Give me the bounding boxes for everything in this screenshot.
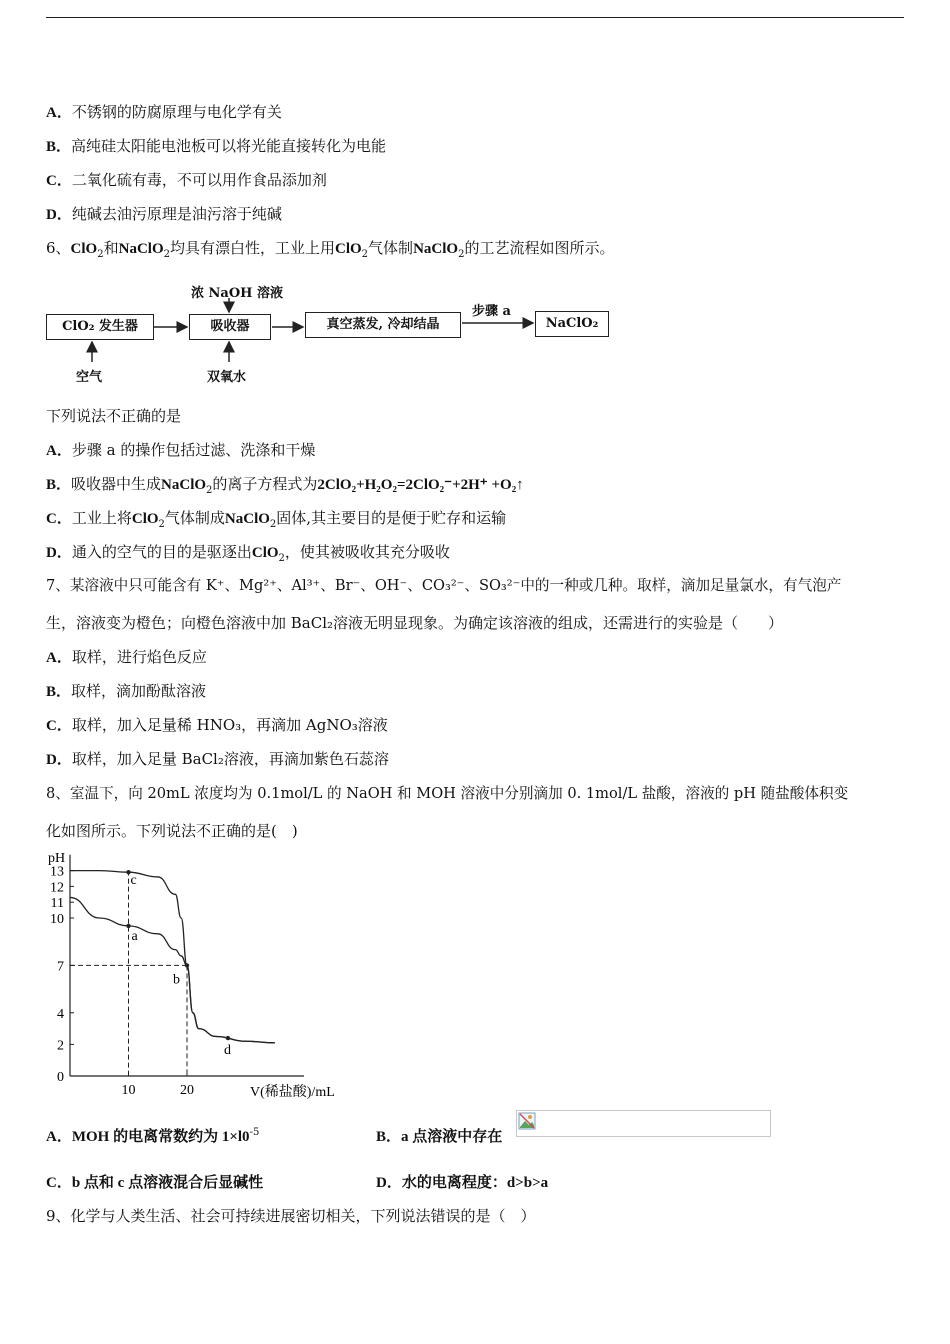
q6-ask: 下列说法不正确的是 [46,407,182,425]
q7-option-a: A．取样，进行焰色反应 [46,648,207,666]
q8-option-b: B．a 点溶液中存在 [376,1129,503,1145]
q9-stem: 9、化学与人类生活、社会可持续进展密切相关，下列说法错误的是（ ） [46,1207,536,1225]
chart-point-d [226,1036,230,1040]
q8-option-d: D．水的电离程度：d>b>a [376,1175,549,1191]
chart-y-tick-label: 0 [57,1070,64,1085]
flow-box-evaporation: 真空蒸发, 冷却结晶 [305,312,461,338]
chart-y-tick-label: 4 [57,1006,64,1022]
flow-label-h2o2: 双氧水 [207,370,247,385]
q5-option-d: D．纯碱去油污原理是油污溶于纯碱 [46,205,282,223]
flow-box-generator: ClO₂ 发生器 [46,314,154,340]
chart-y-tick-label: 11 [50,896,64,912]
chart-x-tick-label: 20 [180,1083,194,1098]
chart-point-b [185,963,189,967]
q8-option-c: C．b 点和 c 点溶液混合后显碱性 [46,1175,264,1191]
chart-y-tick-label: 7 [57,959,64,975]
broken-image-icon [518,1112,536,1130]
q5-option-c: C．二氧化硫有毒，不可以用作食品添加剂 [46,171,327,189]
chart-y-tick-label: 10 [50,912,64,927]
q5-option-b: B．高纯硅太阳能电池板可以将光能直接转化为电能 [46,137,387,155]
q8-option-a: A．MOH 的电离常数约为 $1\times l0^{-5}$ [46,1127,260,1145]
titration-chart [40,846,360,1104]
chart-point-label-c: c [130,873,137,889]
chart-x-label: V(稀盐酸)/mL [250,1085,335,1100]
chart-point-label-b: b [173,972,180,988]
q6-option-d: D．通入的空气的目的是驱逐出ClO$_2$，使其被吸收其充分吸收 [46,543,450,564]
chart-series-line-1 [70,871,275,1043]
q8-stem-line2: 化如图所示。下列说法不正确的是( ) [46,822,298,840]
broken-image-placeholder [516,1110,771,1137]
q8-stem-line1: 8、室温下，向 20mL 浓度均为 0.1mol/L 的 NaOH 和 MOH 溶液中分别滴加 0. 1mol/L 盐酸，溶液的 pH 随盐酸体积变 [46,785,849,802]
flow-arrows [0,0,950,400]
chart-y-tick-label: 12 [50,880,64,896]
chart-series-line-2 [70,897,275,1042]
flow-label-naoh: 浓 NaOH 溶液 [191,286,283,301]
q7-option-d: D．取样，加入足量 BaCl₂溶液，再滴加紫色石蕊溶 [46,750,389,768]
q7-option-b: B．取样，滴加酚酞溶液 [46,682,207,700]
q7-stem-line2: 生，溶液变为橙色；向橙色溶液中加 BaCl₂溶液无明显现象。为确定该溶液的组成，还需进行的实验是（ ） [46,614,784,632]
flow-label-step-a: 步骤 a [472,304,511,319]
q6-option-c: C．工业上将ClO$_2$气体制成NaClO$_2$固体,其主要目的是便于贮存和运输 [46,509,507,530]
q6-option-a: A．步骤 a 的操作包括过滤、洗涤和干燥 [46,441,316,459]
q6-option-b: B．吸收器中生成NaClO$_2$的离子方程式为2ClO₂+H₂O₂=2ClO₂⁻+2H⁺ +O₂↑ [46,475,524,496]
chart-point-a [126,924,130,928]
chart-point-label-a: a [131,928,138,944]
flow-box-absorber: 吸收器 [189,314,271,340]
chart-point-label-d: d [223,1043,231,1059]
chart-y-label: pH [48,851,66,866]
q7-stem-line1: 7、某溶液中只可能含有 K⁺、Mg²⁺、Al³⁺、Br⁻、OH⁻、CO₃²⁻、SO₃²⁻中的一种或几种。取样，滴加足量氯水，有气泡产 [46,577,842,594]
flow-box-product: NaClO₂ [535,311,609,337]
chart-y-tick-label: 13 [50,864,64,880]
chart-y-tick-label: 2 [57,1038,64,1054]
q7-option-c: C．取样，加入足量稀 HNO₃，再滴加 AgNO₃溶液 [46,716,388,734]
chart-x-tick-label: 10 [121,1083,136,1098]
flow-label-air: 空气 [76,370,103,385]
q6-stem: 6、ClO$_2$和NaClO$_2$均具有漂白性，工业上用ClO$_2$气体制NaClO$_2$的工艺流程如图所示。 [46,239,615,260]
q5-option-a: A．不锈钢的防腐原理与电化学有关 [46,103,282,121]
